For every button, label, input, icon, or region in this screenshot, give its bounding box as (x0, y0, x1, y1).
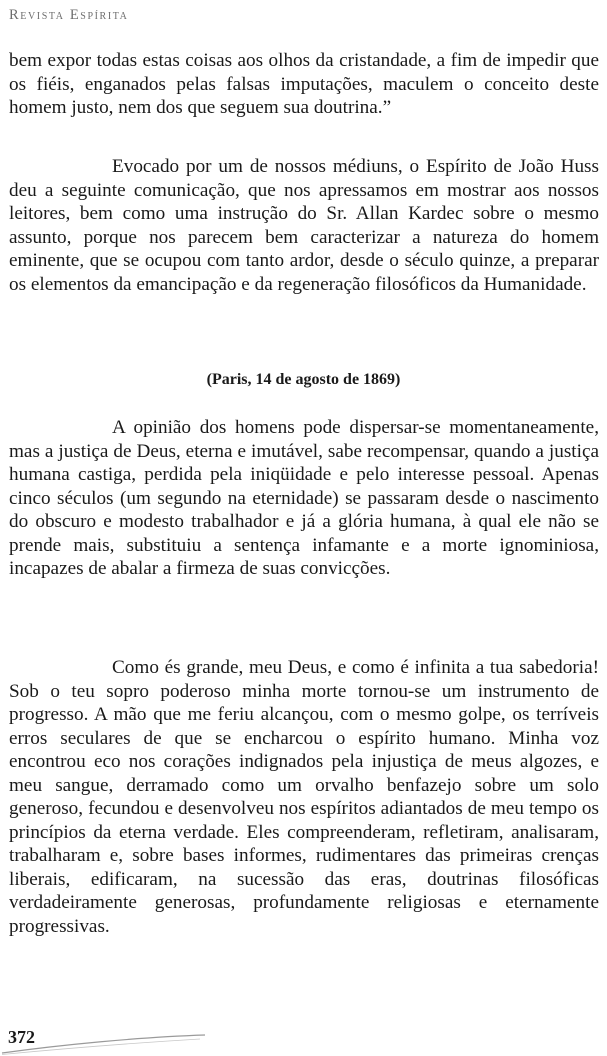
paragraph-continuation: bem expor todas estas coisas aos olhos da cristandade, a fim de impedir que os fiéis, enganados pelas falsas imputações, maculem o conceito deste homem justo, nem dos que seguem sua doutrina.” (9, 50, 599, 118)
paragraph-introduction: Evocado por um de nossos médiuns, o Espírito de João Huss deu a seguinte comunicação, que nos apressamos em mostrar aos nossos leitores, bem como uma instrução do Sr. Allan Kardec sobre o mesmo assunto, porque nos parecem bem caracterizar a natureza do homem eminente, que se ocupou com tanto ardor, desde o século quinze, a preparar os elementos da emancipação e da regeneração filosóficos da Humanidade. (9, 156, 599, 295)
paragraph-communication-2: Como és grande, meu Deus, e como é infinita a tua sabedoria! Sob o teu sopro poderoso minha morte tornou-se um instrumento de progresso. A mão que me feriu alcançou, com o mesmo golpe, os terríveis erros seculares de que se encharcou o espírito humano. Minha voz encontrou eco nos corações indignados pela injustiça de meus algozes, e meu sangue, derramado como um orvalho benfazejo sobre um solo generoso, fecundou e desenvolveu nos espíritos adiantados de meu tempo os princípios da eterna verdade. Eles compreenderam, refletiram, analisaram, trabalharam e, sobre bases informes, rudimentares das primeiras crenças liberais, edificaram, na sucessão das eras, doutrinas filosóficas verdadeiramente generosas, profundamente religiosas e eternamente progressivas. (9, 657, 599, 937)
running-header: Revista Espírita (9, 7, 129, 23)
decorative-swoosh (0, 1015, 240, 1056)
page-number: 372 (8, 1027, 35, 1047)
dateline: (Paris, 14 de agosto de 1869) (206, 371, 401, 388)
paragraph-communication-1: A opinião dos homens pode dispersar-se momentaneamente, mas a justiça de Deus, eterna e imutável, sabe recompensar, quando a justiça humana castiga, perdida pela iniqüidade e pelo interesse pessoal. Apenas cinco séculos (um segundo na eternidade) se passaram desde o nascimento do obscuro e modesto trabalhador e já a glória humana, à qual ele não se prende mais, substituiu a sentença infamante e a morte ignominiosa, incapazes de abalar a firmeza de suas convicções. (9, 417, 599, 579)
